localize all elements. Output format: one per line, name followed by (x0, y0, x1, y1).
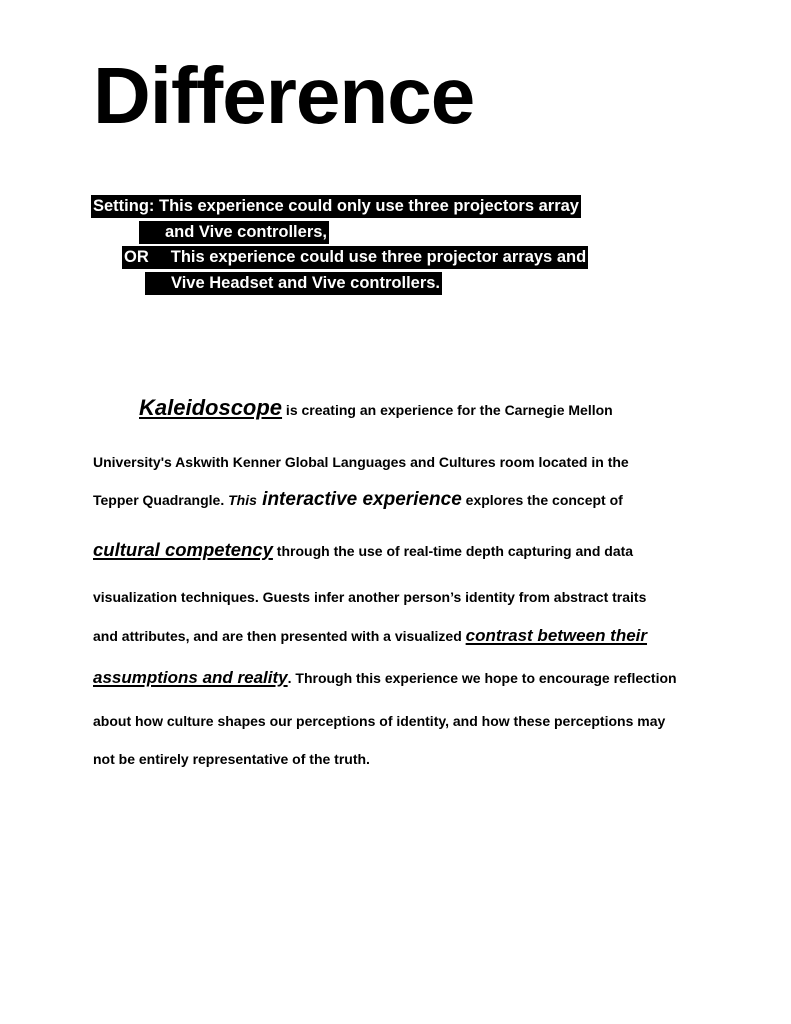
this-emphasis: This (228, 492, 257, 508)
body-line-1-text: is creating an experience for the Carnegie Mellon (282, 402, 613, 418)
contrast-emphasis: contrast between their (465, 626, 648, 645)
body-line-5: visualization techniques. Guests infer another person’s identity from abstract traits (93, 589, 647, 605)
cultural-competency-emphasis: cultural competency (93, 539, 273, 560)
setting-or-label: OR (124, 248, 149, 266)
interactive-experience-emphasis: interactive experience (256, 489, 462, 510)
setting-line-2: and Vive controllers, (139, 221, 329, 244)
body-line-3-text-b: explores the concept of (461, 492, 623, 508)
body-line-2: University's Askwith Kenner Global Languages and Cultures room located in the (93, 454, 629, 470)
body-line-7-text: . Through this experience we hope to encourage reflection (287, 670, 677, 686)
body-line-8: about how culture shapes our perceptions of identity, and how these perceptions may (93, 713, 666, 729)
kaleidoscope-emphasis: Kaleidoscope (139, 395, 283, 420)
body-line-4-text: through the use of real-time depth capturing and data (272, 543, 634, 559)
assumptions-emphasis: assumptions and reality (93, 668, 288, 687)
body-line-6-text: and attributes, and are then presented with a visualized (93, 628, 466, 644)
setting-line-3 (122, 246, 588, 269)
setting-line-1: Setting: This experience could only use three projectors array (91, 195, 581, 218)
body-line-1 (139, 395, 613, 420)
page-title: Difference (93, 51, 475, 140)
setting-line-4: Vive Headset and Vive controllers. (145, 272, 442, 295)
body-line-4 (93, 540, 633, 561)
body-line-6 (93, 626, 647, 646)
body-line-7 (93, 668, 677, 688)
setting-line-3-text: This experience could use three projector arrays and (170, 248, 587, 266)
body-line-9: not be entirely representative of the truth. (93, 751, 370, 767)
body-line-3-text-a: Tepper Quadrangle. (93, 492, 229, 508)
body-line-3 (93, 490, 623, 510)
